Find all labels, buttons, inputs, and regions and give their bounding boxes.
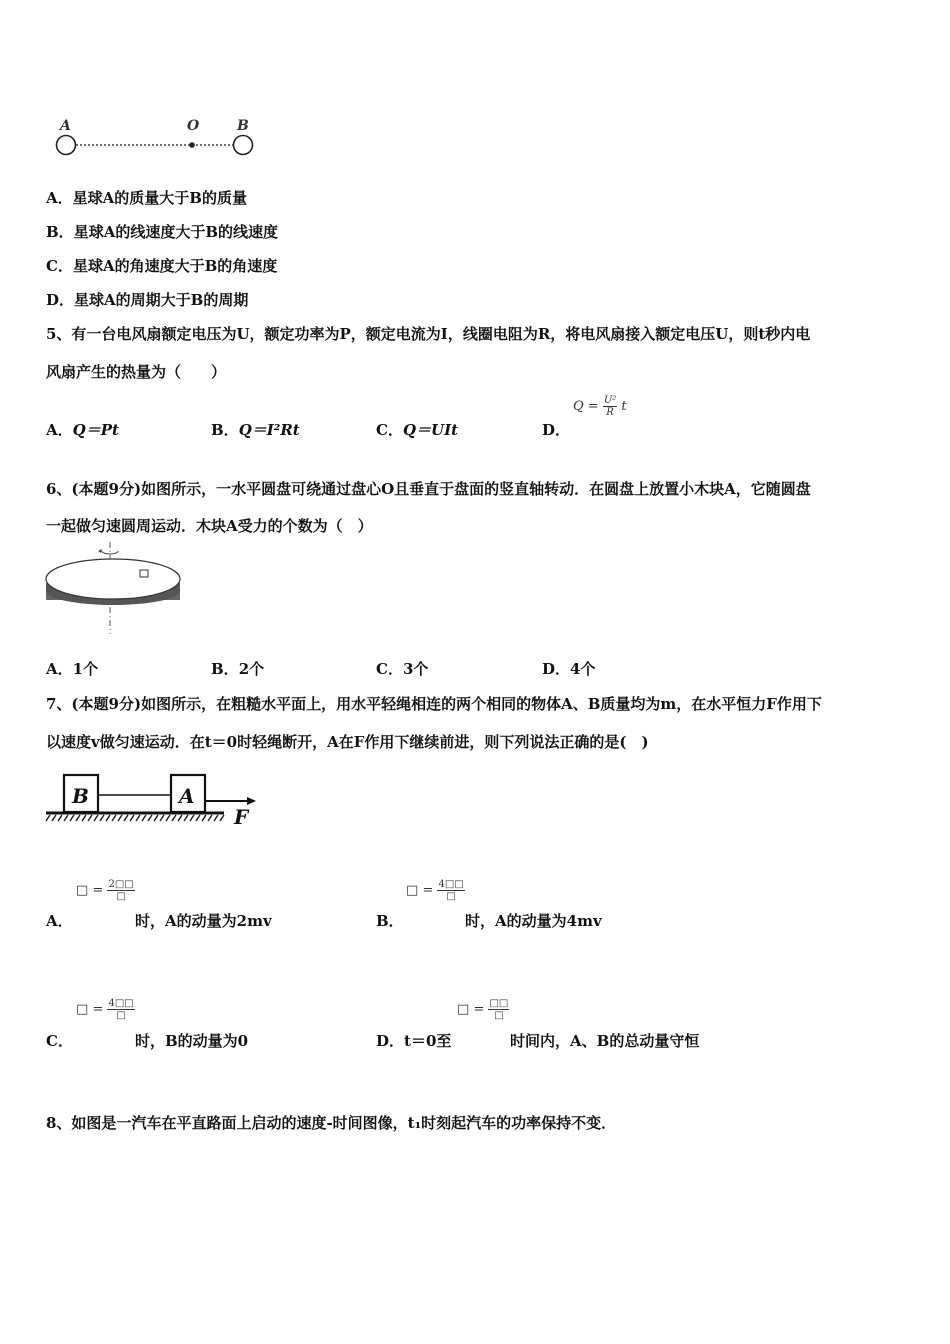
- block-a-label: A: [179, 784, 195, 808]
- q7-option-b-text: 时，A的动量为4mv: [465, 912, 602, 930]
- q7-option-b-formula: □ = $\frac{4□□}{□}$: [406, 879, 464, 902]
- q7-option-a-letter: A．: [46, 912, 73, 930]
- block-b-label: B: [72, 784, 89, 808]
- binary-star-figure: [50, 114, 265, 160]
- label-a: A: [60, 118, 71, 134]
- q6-option-c: C．3个: [376, 660, 429, 678]
- star-a: [57, 136, 76, 155]
- q4-option-c: C．星球A的角速度大于B的角速度: [46, 257, 278, 275]
- q5-option-d-formula: Q = $\frac{\text{U²}}{R}$ t: [573, 395, 627, 418]
- q7-stem-line2: 以速度v做匀速运动．在t＝0时轻绳断开，A在F作用下继续前进，则下列说法正确的是( ): [46, 733, 649, 751]
- q5-stem-line1: 5、有一台电风扇额定电压为U，额定功率为P，额定电流为I，线圈电阻为R，将电风扇接入额定电压U，则t秒内电: [46, 325, 811, 343]
- q5-option-b: B．Q＝I²Rt: [211, 421, 300, 439]
- force-arrow-head-icon: [247, 797, 256, 805]
- q8-stem-line1: 8、如图是一汽车在平直路面上启动的速度-时间图像，t₁时刻起汽车的功率保持不变．: [46, 1114, 617, 1132]
- q5-option-d: D．: [542, 421, 571, 439]
- q7-option-a-text: 时，A的动量为2mv: [135, 912, 272, 930]
- blocks-figure: [44, 763, 260, 829]
- q6-stem-line2: 一起做匀速圆周运动．木块A受力的个数为（ ）: [46, 517, 373, 535]
- q7-option-c-text: 时，B的动量为0: [135, 1032, 249, 1050]
- q7-option-a-formula: □ = $\frac{2□□}{□}$: [76, 879, 134, 902]
- q5-option-a: A．Q＝Pt: [46, 421, 119, 439]
- star-b: [234, 136, 253, 155]
- q5-option-c: C．Q＝UIt: [376, 421, 459, 439]
- q4-option-b: B．星球A的线速度大于B的线速度: [46, 223, 279, 241]
- wood-block-a: [140, 570, 148, 577]
- q6-option-a: A．1个: [46, 660, 99, 678]
- q7-option-b-letter: B．: [376, 912, 404, 930]
- q7-option-d-letter: D．t＝0至: [376, 1032, 452, 1050]
- q4-option-a: A．星球A的质量大于B的质量: [46, 189, 247, 207]
- arrow-head-icon: [98, 549, 102, 553]
- disk-top: [46, 559, 180, 599]
- q7-option-c-letter: C．: [46, 1032, 73, 1050]
- center-o: [189, 142, 195, 148]
- q4-option-d: D．星球A的周期大于B的周期: [46, 291, 249, 309]
- q5-stem-line2: 风扇产生的热量为（ ）: [46, 363, 227, 381]
- label-b: B: [237, 118, 249, 134]
- q7-option-d-text: 时间内，A、B的总动量守恒: [510, 1032, 700, 1050]
- q6-option-b: B．2个: [211, 660, 265, 678]
- q7-stem-line1: 7、(本题9分)如图所示，在粗糙水平面上，用水平轻绳相连的两个相同的物体A、B质量均为m，在水平恒力F作用下: [46, 695, 822, 713]
- q6-stem-line1: 6、(本题9分)如图所示，一水平圆盘可绕通过盘心O且垂直于盘面的竖直轴转动．在圆盘上放置小木块A，它随圆盘: [46, 480, 811, 498]
- force-label: F: [234, 805, 249, 829]
- q6-option-d: D．4个: [542, 660, 596, 678]
- q7-option-c-formula: □ = $\frac{4□□}{□}$: [76, 998, 134, 1021]
- rotating-disk-figure: [44, 542, 184, 636]
- label-o: O: [187, 118, 200, 134]
- q7-option-d-formula: □ = $\frac{□□}{□}$: [457, 998, 509, 1021]
- ground-hatch: [46, 815, 224, 821]
